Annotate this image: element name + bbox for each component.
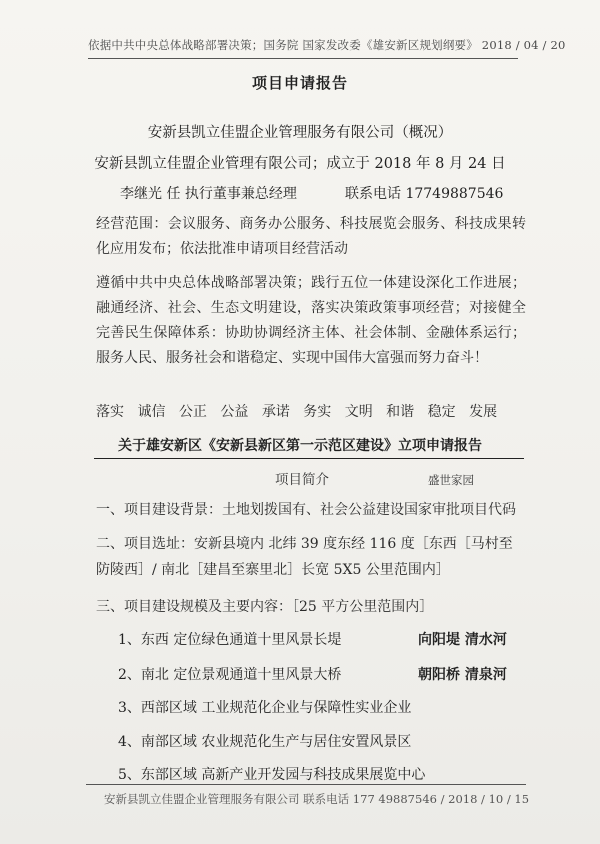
footer-rule <box>86 784 526 785</box>
project-title: 关于雄安新区《安新县新区第一示范区建设》立项申请报告 <box>118 438 482 454</box>
subitem-text: 4、南部区域 农业规范化生产与居住安置风景区 <box>118 734 412 750</box>
company-phone-line: 联系电话 17749887546 <box>345 186 504 202</box>
value-word: 务实 <box>303 404 332 420</box>
value-word: 落实 <box>96 404 124 420</box>
company-person-line: 李继光 任 执行董事兼总经理 <box>120 186 297 202</box>
value-word: 稳定 <box>427 404 456 420</box>
item-scale: 三、项目建设规模及主要内容：［25 平方公里范围内］ <box>96 599 434 615</box>
header-text: 依据中共中央总体战略部署决策；国务院 国家发改委《雄安新区规划纲要》 2018 / 04 / 20 <box>88 38 566 52</box>
item-site: 二、项目选址：安新县境内 北纬 39 度东经 116 度［东西［马村至防陵西］/ 南北［建昌至寨里北］长宽 5X5 公里范围内］ <box>96 536 513 578</box>
value-word: 文明 <box>344 404 373 420</box>
subitem-tag: 朝阳桥 清泉河 <box>418 667 507 683</box>
header-rule <box>88 58 518 59</box>
value-word: 和谐 <box>386 404 415 420</box>
company-name-line: 安新县凯立佳盟企业管理服务有限公司（概况） <box>147 125 453 141</box>
subitem-text: 3、西部区域 工业规范化企业与保障性实业企业 <box>118 700 412 716</box>
company-founded-line: 安新县凯立佳盟企业管理有限公司；成立于 2018 年 8 月 24 日 <box>94 156 506 172</box>
business-scope: 经营范围：会议服务、商务办公服务、科技展览会服务、科技成果转化应用发布；依法批准申请项目经营活动 <box>96 216 526 257</box>
doc-title: 项目申请报告 <box>251 74 348 92</box>
footer-text: 安新县凯立佳盟企业管理服务有限公司 联系电话 177 49887546 / 2018 / 10 / 15 <box>104 792 530 806</box>
project-title-rule <box>94 458 524 459</box>
policy-paragraph: 遵循中共中央总体战略部署决策；践行五位一体建设深化工作进展；融通经济、社会、生态文明建设，落实决策政策事项经营；对接健全完善民生保障体系：协助协调经济主体、社会体制、金融体系运行；服务人民、服务社会和谐稳定、实现中国伟大富强而努力奋斗！ <box>96 275 526 366</box>
subitem-text: 1、东西 定位绿色通道十里风景长堤 <box>118 632 342 648</box>
subitem-text: 5、东部区域 高新产业开发园与科技成果展览中心 <box>118 767 426 783</box>
value-word: 公正 <box>178 404 207 420</box>
value-word: 发展 <box>469 404 498 420</box>
brief-label: 项目简介 <box>275 472 329 488</box>
value-word: 诚信 <box>137 404 166 420</box>
subitem-tag: 向阳堤 清水河 <box>418 632 507 648</box>
value-word: 公益 <box>220 404 249 420</box>
brief-tag: 盛世家园 <box>428 473 474 487</box>
value-word: 承诺 <box>261 404 290 420</box>
subitem-text: 2、南北 定位景观通道十里风景大桥 <box>118 667 342 683</box>
values-line <box>96 401 506 421</box>
item-background: 一、项目建设背景：土地划拨国有、社会公益建设国家审批项目代码 <box>96 502 516 518</box>
